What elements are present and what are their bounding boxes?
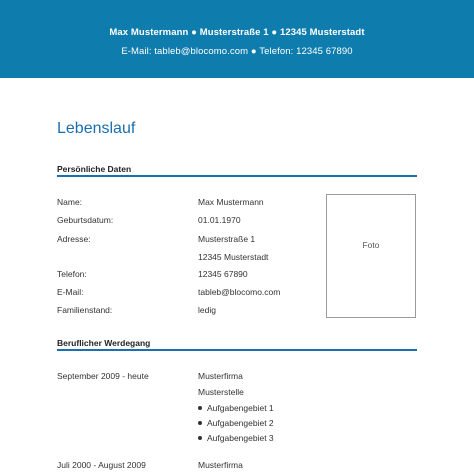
career-period-2: Juli 2000 - August 2009 (57, 460, 146, 470)
value-birthdate: 01.01.1970 (198, 215, 241, 225)
header-email-phone-line: E-Mail: tableb@blocomo.com ● Telefon: 12345 67890 (121, 46, 353, 57)
section-rule-career (57, 349, 417, 351)
career-task-text: Aufgabengebiet 3 (207, 433, 274, 443)
career-task-text: Aufgabengebiet 2 (207, 418, 274, 428)
header-contact-line: Max Mustermann ● Musterstraße 1 ● 12345 Musterstadt (109, 27, 365, 38)
label-marital-status: Familienstand: (57, 305, 113, 315)
section-rule-personal (57, 175, 417, 177)
bullet-icon (198, 436, 202, 440)
value-name: Max Mustermann (198, 197, 264, 207)
label-email: E-Mail: (57, 287, 84, 297)
header-banner (0, 0, 474, 78)
career-company-1: Musterfirma (198, 371, 243, 381)
page-title: Lebenslauf (57, 120, 136, 137)
value-marital-status: ledig (198, 305, 216, 315)
bullet-icon (198, 421, 202, 425)
section-title-personal: Persönliche Daten (57, 164, 132, 174)
value-email: tableb@blocomo.com (198, 287, 281, 297)
career-task-item (198, 403, 274, 413)
career-task-text: Aufgabengebiet 1 (207, 403, 274, 413)
label-address: Adresse: (57, 234, 91, 244)
label-phone: Telefon: (57, 269, 87, 279)
career-task-item (198, 418, 274, 428)
value-phone: 12345 67890 (198, 269, 248, 279)
label-name: Name: (57, 197, 83, 207)
photo-placeholder (326, 194, 416, 318)
label-birthdate: Geburtsdatum: (57, 215, 114, 225)
career-company-2: Musterfirma (198, 460, 243, 470)
career-task-item (198, 433, 274, 443)
section-title-career: Beruflicher Werdegang (57, 338, 151, 348)
value-address-street: Musterstraße 1 (198, 234, 256, 244)
career-position-1: Musterstelle (198, 387, 244, 397)
bullet-icon (198, 406, 202, 410)
career-period-1: September 2009 - heute (57, 371, 149, 381)
value-address-city: 12345 Musterstadt (198, 252, 269, 262)
photo-label: Foto (362, 240, 380, 250)
